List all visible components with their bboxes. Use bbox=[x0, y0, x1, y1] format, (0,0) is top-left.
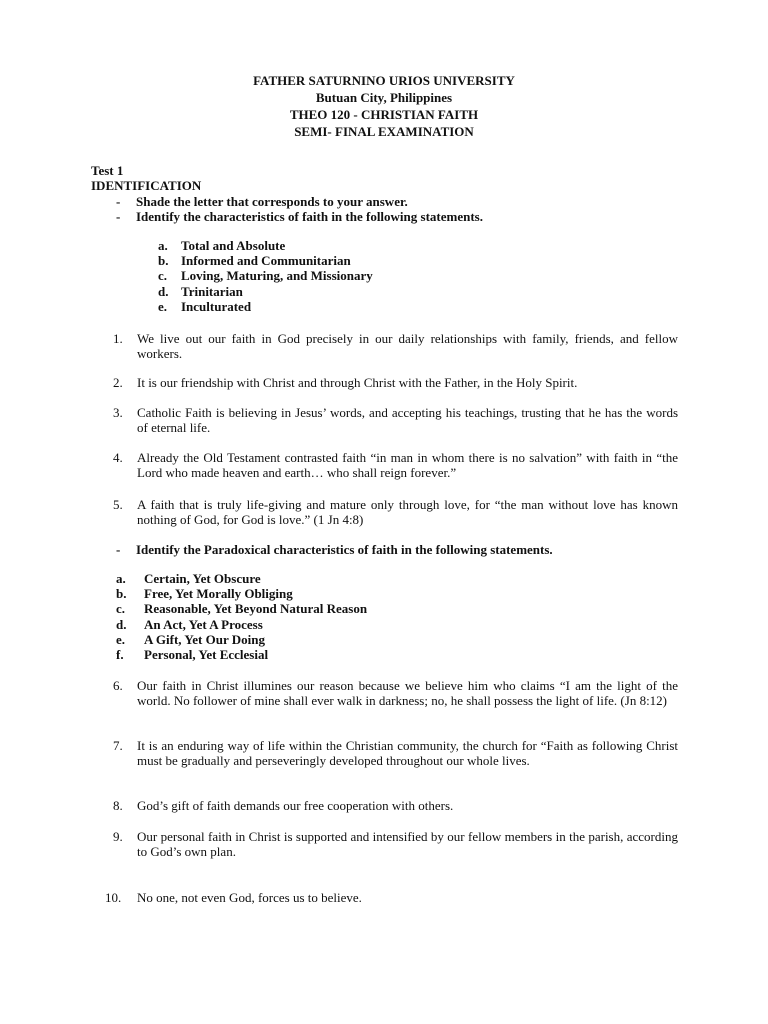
choice-item: c. Loving, Maturing, and Missionary bbox=[158, 268, 373, 284]
exam-header bbox=[0, 72, 768, 140]
question-text: We live out our faith in God precisely in our daily relationships with family, friends, and fellow workers. bbox=[137, 331, 678, 362]
question-number: 6. bbox=[113, 678, 123, 693]
choice-item: b. Free, Yet Morally Obliging bbox=[116, 586, 293, 602]
exam-title: SEMI- FINAL EXAMINATION bbox=[294, 124, 474, 139]
question-text: It is an enduring way of life within the Christian community, the church for “Faith as following Christ must be gradually and perseveringly developed throughout our whole lives. bbox=[137, 738, 678, 769]
question-number: 4. bbox=[113, 450, 123, 465]
choices-list-paradoxical bbox=[116, 571, 367, 662]
choice-item: f. Personal, Yet Ecclesial bbox=[116, 646, 269, 662]
question-text: Already the Old Testament contrasted faith “in man in whom there is no salvation” with faith in “the Lord who made heaven and earth… who shall reign forever.” bbox=[137, 450, 678, 481]
question-number: 10. bbox=[105, 890, 122, 905]
question-number: 7. bbox=[113, 738, 123, 753]
question-item bbox=[113, 497, 678, 527]
university-name: FATHER SATURNINO URIOS UNIVERSITY bbox=[253, 73, 515, 88]
course-title: THEO 120 - CHRISTIAN FAITH bbox=[289, 107, 479, 122]
exam-page: FATHER SATURNINO URIOS UNIVERSITY Butuan City, Philippines THEO 120 - CHRISTIAN FAITH SEMI- FINAL EXAMINATION Test 1 IDENTIFICATION - Shade the letter that corresponds to your answer. - Identify the characteristics of faith in the following statements. a. Total and Absolute b. Informed and Communitarian c. Loving, Maturing, and Missionary d. Trinitarian e. Inculturated 1. We live out our faith in God precisely in our daily relationships with family, friends, and fellow workers. 2. It is our friendship with Christ and through Christ with the Father, in the Holy Spirit. 3. Catholic Faith is believing in Jesus’ words, and accepting his teachings, trusting that he has the words of eternal life. 4. Already the Old Testament contrasted faith “in man in whom there is no salvation” with faith in “the Lord who made heaven and earth… who shall reign forever.” 5. A faith that is truly life-giving and mature only through love, for “the man without love has known nothing of God, for God is love.” (1 Jn 4:8) - Identify the Paradoxical characteristics of faith in the following statements. a. Certain, Yet Obscure b. Free, Yet Morally Obliging c. Reasonable, Yet Beyond Natural Reason d. An Act, Yet A Process e. A Gift, Yet Our Doing f. Personal, Yet Ecclesial 6. Our faith in Christ illumines our reason because we believe him who claims “I am the light of the world. No follower of mine shall ever walk in darkness; no, he shall possess the light of life. (Jn 8:12) 7. It is an enduring way of life within the Christian community, the church for “Faith as following Christ must be gradually and perseveringly developed throughout our whole lives. 8. God’s gift of faith demands our free cooperation with others. 9. Our personal faith in Christ is supported and intensified by our fellow members in the parish, according to God’s own plan. 10. No one, not even God, forces us to believe. bbox=[0, 0, 768, 1024]
university-location: Butuan City, Philippines bbox=[315, 90, 453, 105]
choice-item: a. Certain, Yet Obscure bbox=[116, 571, 261, 586]
section-label: IDENTIFICATION bbox=[91, 178, 202, 193]
choice-item: c. Reasonable, Yet Beyond Natural Reason bbox=[116, 601, 368, 617]
question-number: 2. bbox=[113, 375, 123, 390]
question-number: 5. bbox=[113, 497, 123, 512]
question-item bbox=[113, 829, 678, 859]
question-text: Catholic Faith is believing in Jesus’ words, and accepting his teachings, trusting that he has the words of eternal life. bbox=[137, 405, 678, 436]
choice-item: e. A Gift, Yet Our Doing bbox=[116, 631, 265, 647]
choice-item: b. Informed and Communitarian bbox=[158, 253, 351, 269]
question-item bbox=[113, 405, 678, 435]
question-text: A faith that is truly life-giving and mature only through love, for “the man without love has known nothing of God, for God is love.” (1 Jn 4:8) bbox=[137, 497, 678, 528]
question-text: Our faith in Christ illumines our reason because we believe him who claims “I am the light of the world. No follower of mine shall ever walk in darkness; no, he shall possess the light of life. (Jn 8:12) bbox=[137, 678, 678, 709]
test-label: Test 1 bbox=[91, 163, 124, 178]
question-item bbox=[113, 798, 678, 813]
question-number: 8. bbox=[113, 798, 123, 813]
instruction-text: Identify the Paradoxical characteristics of faith in the following statements. bbox=[136, 542, 553, 557]
question-number: 1. bbox=[113, 331, 123, 346]
question-number: 9. bbox=[113, 829, 123, 844]
choice-item: d. Trinitarian bbox=[158, 283, 243, 299]
choices-list-characteristics bbox=[158, 238, 373, 314]
question-text: No one, not even God, forces us to believe. bbox=[137, 890, 362, 905]
question-number: 3. bbox=[113, 405, 123, 420]
instruction-text: Identify the characteristics of faith in the following statements. bbox=[136, 209, 483, 224]
instruction-text: Shade the letter that corresponds to your answer. bbox=[136, 194, 408, 209]
question-item bbox=[113, 678, 678, 708]
question-item bbox=[113, 375, 678, 390]
choice-item: e. Inculturated bbox=[158, 298, 252, 314]
question-item bbox=[113, 738, 678, 768]
question-text: It is our friendship with Christ and through Christ with the Father, in the Holy Spirit. bbox=[137, 375, 578, 390]
question-item bbox=[113, 450, 678, 480]
choice-item: a. Total and Absolute bbox=[158, 238, 286, 253]
choice-item: d. An Act, Yet A Process bbox=[116, 616, 263, 632]
question-item bbox=[105, 890, 678, 905]
question-item bbox=[113, 331, 678, 361]
question-text: Our personal faith in Christ is supported and intensified by our fellow members in the parish, according to God’s own plan. bbox=[137, 829, 678, 860]
question-text: God’s gift of faith demands our free cooperation with others. bbox=[137, 798, 454, 813]
